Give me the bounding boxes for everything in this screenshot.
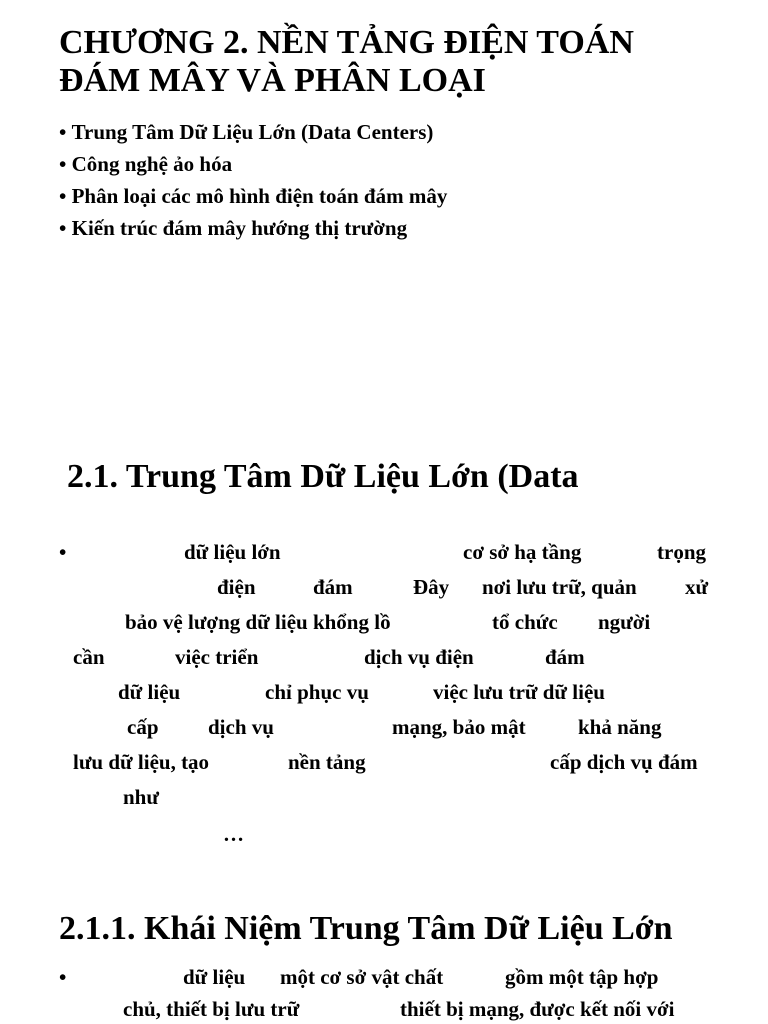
- slide-title-line-1: CHƯƠNG 2. NỀN TẢNG ĐIỆN TOÁN: [59, 24, 634, 61]
- ellipsis: …: [223, 822, 244, 846]
- text-fragment: xử: [685, 575, 709, 599]
- section-heading-2-1: 2.1. Trung Tâm Dữ Liệu Lớn (Data: [67, 458, 579, 495]
- text-fragment: chỉ phục vụ: [265, 680, 369, 704]
- text-fragment: tổ chức: [492, 610, 558, 634]
- slide-title-line-2: ĐÁM MÂY VÀ PHÂN LOẠI: [59, 62, 486, 99]
- text-fragment: thiết bị mạng, được kết nối với: [400, 997, 675, 1021]
- text-fragment: cần: [73, 645, 105, 669]
- text-fragment: dịch vụ điện: [364, 645, 474, 669]
- text-fragment: đám: [313, 575, 353, 599]
- text-fragment: bảo vệ lượng dữ liệu khổng lồ: [125, 610, 391, 634]
- outline-item: • Kiến trúc đám mây hướng thị trường: [59, 212, 447, 244]
- outline-item: • Công nghệ ảo hóa: [59, 148, 447, 180]
- text-fragment: cấp dịch vụ đám: [550, 750, 698, 774]
- text-fragment: dữ liệu: [183, 965, 246, 989]
- text-fragment: gồm một tập hợp: [505, 965, 659, 989]
- text-fragment: nền tảng: [288, 750, 366, 774]
- outline-item: • Phân loại các mô hình điện toán đám mây: [59, 180, 447, 212]
- bullet-marker: •: [59, 540, 67, 564]
- text-fragment: chủ, thiết bị lưu trữ: [123, 997, 300, 1021]
- text-fragment: điện: [217, 575, 256, 599]
- chapter-outline-list: [59, 116, 447, 244]
- text-fragment: dữ liệu lớn: [184, 540, 281, 564]
- slide-title: [59, 24, 739, 100]
- text-fragment: đám: [545, 645, 585, 669]
- text-fragment: dữ liệu: [118, 680, 181, 704]
- text-fragment: người: [598, 610, 651, 634]
- text-fragment: nơi lưu trữ, quản: [482, 575, 637, 599]
- text-fragment: một cơ sở vật chất: [280, 965, 444, 989]
- text-fragment: cấp: [127, 715, 159, 739]
- bullet-marker: •: [59, 965, 67, 989]
- text-fragment: như: [123, 785, 159, 809]
- text-fragment: việc triển: [175, 645, 259, 669]
- text-fragment: mạng, bảo mật: [392, 715, 526, 739]
- outline-item: • Trung Tâm Dữ Liệu Lớn (Data Centers): [59, 116, 447, 148]
- text-fragment: dịch vụ: [208, 715, 274, 739]
- text-fragment: cơ sở hạ tầng: [463, 540, 582, 564]
- text-fragment: lưu dữ liệu, tạo: [73, 750, 210, 774]
- section-heading-2-1-1: 2.1.1. Khái Niệm Trung Tâm Dữ Liệu Lớn: [59, 910, 673, 947]
- text-fragment: Đây: [413, 575, 450, 599]
- text-fragment: khả năng: [578, 715, 662, 739]
- text-fragment: việc lưu trữ dữ liệu: [433, 680, 605, 704]
- text-fragment: trọng: [657, 540, 706, 564]
